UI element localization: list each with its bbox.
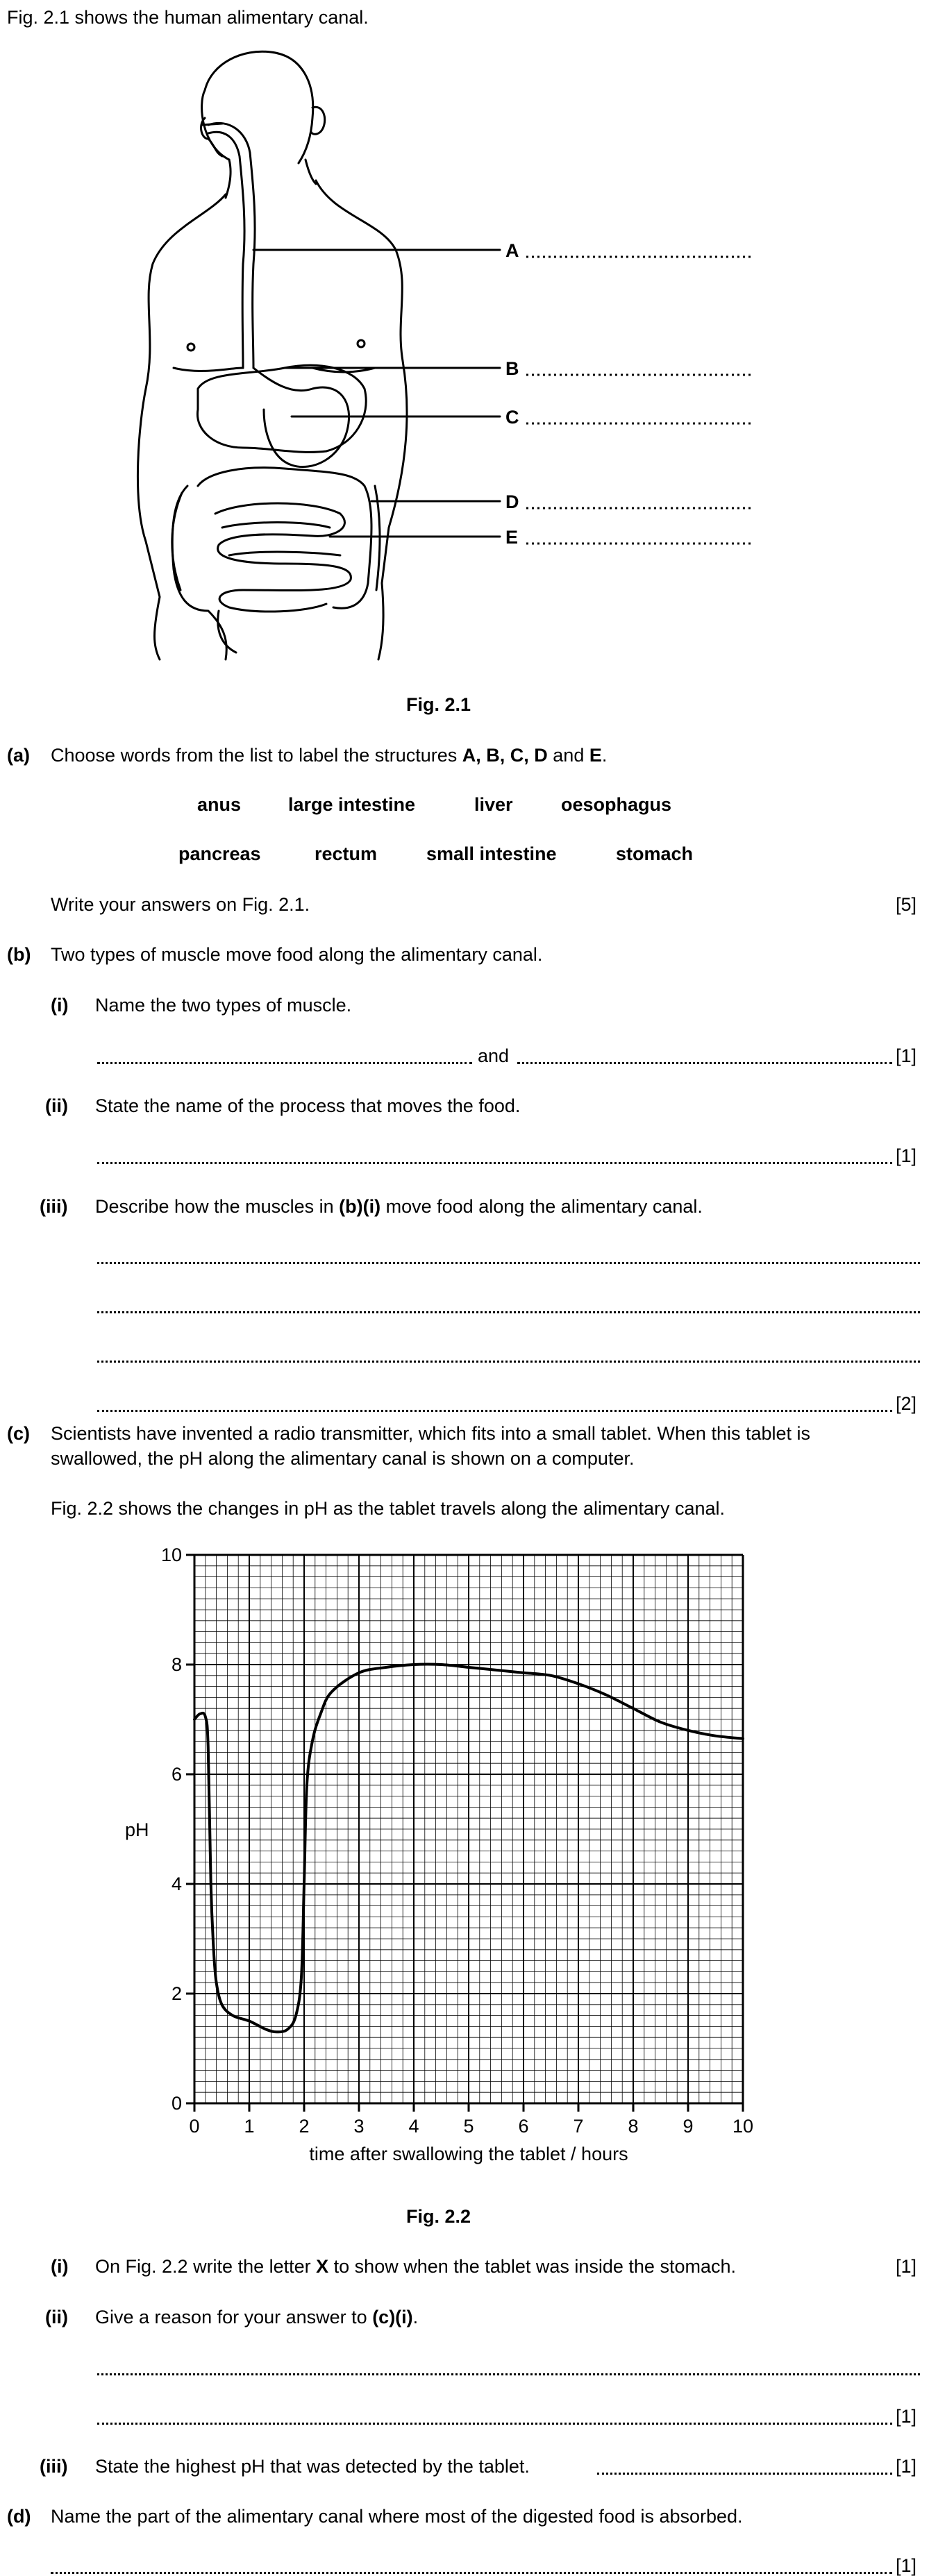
part-b-ii-marks: [1] [896,1145,917,1166]
head-outline [202,51,313,163]
x-tick-label: 4 [408,2116,419,2137]
part-b-iii-label: (iii) [40,1196,68,1217]
x-tick-label: 7 [573,2116,584,2137]
x-tick-label: 1 [244,2116,255,2137]
chart-x-tick-labels [189,2116,753,2137]
part-b-iii-marks: [2] [896,1393,917,1414]
intro-text: Fig. 2.1 shows the human alimentary canal. [7,7,369,28]
part-c-ii-label: (ii) [45,2307,68,2327]
part-c-text-line1: Scientists have invented a radio transmitter, which fits into a small tablet. When this tablet is [51,1423,811,1444]
part-c-label: (c) [7,1423,30,1444]
word-list-item: stomach [616,843,694,864]
word-list-item: rectum [315,843,378,864]
part-b-question: Two types of muscle move food along the alimentary canal. [51,944,543,965]
part-c-iii-marks: [1] [896,2456,917,2477]
part-b-i-label: (i) [51,995,69,1016]
answer-line-b-iii-4[interactable] [97,1410,892,1412]
part-c-iii-question: State the highest pH that was detected by the tablet. [95,2456,530,2477]
alimentary-canal-diagram [104,42,798,666]
part-a-question: Choose words from the list to label the structures A, B, C, D and E. [51,745,608,766]
liver [197,365,366,452]
y-tick-label: 10 [160,1544,182,1565]
y-tick-label: 8 [171,1654,182,1675]
x-tick-label: 10 [732,2116,754,2137]
part-b-i-marks: [1] [896,1045,917,1066]
part-b-i-question: Name the two types of muscle. [95,995,352,1016]
part-b-ii-label: (ii) [45,1095,68,1116]
fig1-caption: Fig. 2.1 [406,694,471,715]
word-list-item: liver [474,794,513,815]
label-d: D [505,491,519,512]
answer-line-c-iii[interactable] [597,2473,892,2475]
part-c-fig-ref: Fig. 2.2 shows the changes in pH as the tablet travels along the alimentary canal. [51,1498,726,1519]
part-c-ii-question: Give a reason for your answer to (c)(i). [95,2307,419,2327]
part-a-marks: [5] [896,894,917,915]
part-d-label: (d) [7,2506,31,2527]
ph-chart [97,1538,778,2176]
word-list-item: oesophagus [561,794,672,815]
answer-line-b-i-2[interactable] [517,1062,892,1064]
part-a-label: (a) [7,745,30,766]
x-tick-label: 8 [628,2116,639,2137]
label-c: C [505,407,519,428]
y-tick-label: 6 [171,1764,182,1785]
part-c-i-question: On Fig. 2.2 write the letter X to show when the tablet was inside the stomach. [95,2256,736,2277]
x-tick-label: 6 [518,2116,529,2137]
label-b: B [505,358,519,379]
x-tick-label: 9 [683,2116,694,2137]
part-c-ii-marks: [1] [896,2406,917,2427]
x-axis-label: time after swallowing the tablet / hours [309,2144,628,2164]
x-tick-label: 3 [353,2116,365,2137]
chart-y-tick-labels [161,1544,182,2114]
part-b-label: (b) [7,944,31,965]
part-b-i-and: and [478,1045,510,1066]
part-b-ii-question: State the name of the process that moves the food. [95,1095,521,1116]
rectum [218,611,236,653]
answer-line-c-ii-1[interactable] [97,2373,920,2375]
y-tick-label: 2 [171,1983,182,2004]
x-tick-label: 2 [299,2116,310,2137]
small-intestine [215,503,351,612]
part-b-iii-question: Describe how the muscles in (b)(i) move food along the alimentary canal. [95,1196,703,1217]
answer-line-b-iii-2[interactable] [97,1311,920,1313]
chart-ticks [186,1555,743,2112]
body-outline-left [137,194,226,659]
part-d-question: Name the part of the alimentary canal where most of the digested food is absorbed. [51,2506,743,2527]
part-c-i-label: (i) [51,2256,69,2277]
word-list-item: large intestine [288,794,416,815]
label-a: A [505,240,519,261]
answer-line-b-iii-3[interactable] [97,1361,920,1363]
part-a-instruction: Write your answers on Fig. 2.1. [51,894,310,915]
answer-line-b-ii[interactable] [97,1162,892,1164]
x-tick-label: 5 [463,2116,474,2137]
part-c-iii-label: (iii) [40,2456,68,2477]
part-c-i-marks: [1] [896,2256,917,2277]
y-tick-label: 0 [171,2093,182,2114]
answer-line-d[interactable] [51,2572,892,2574]
y-tick-label: 4 [171,1874,182,1894]
label-e: E [505,527,519,548]
x-tick-label: 0 [189,2116,200,2137]
y-axis-label: pH [125,1819,149,1840]
word-list-item: small intestine [426,843,557,864]
answer-line-b-i-1[interactable] [97,1062,472,1064]
fig2-caption: Fig. 2.2 [406,2206,471,2227]
word-list-item: anus [197,794,242,815]
part-c-text-line2: swallowed, the pH along the alimentary canal is shown on a computer. [51,1448,635,1469]
answer-line-b-iii-1[interactable] [97,1262,920,1264]
oesophagus [208,123,255,368]
word-list-item: pancreas [178,843,261,864]
answer-line-c-ii-2[interactable] [97,2423,892,2425]
part-d-marks: [1] [896,2555,917,2576]
